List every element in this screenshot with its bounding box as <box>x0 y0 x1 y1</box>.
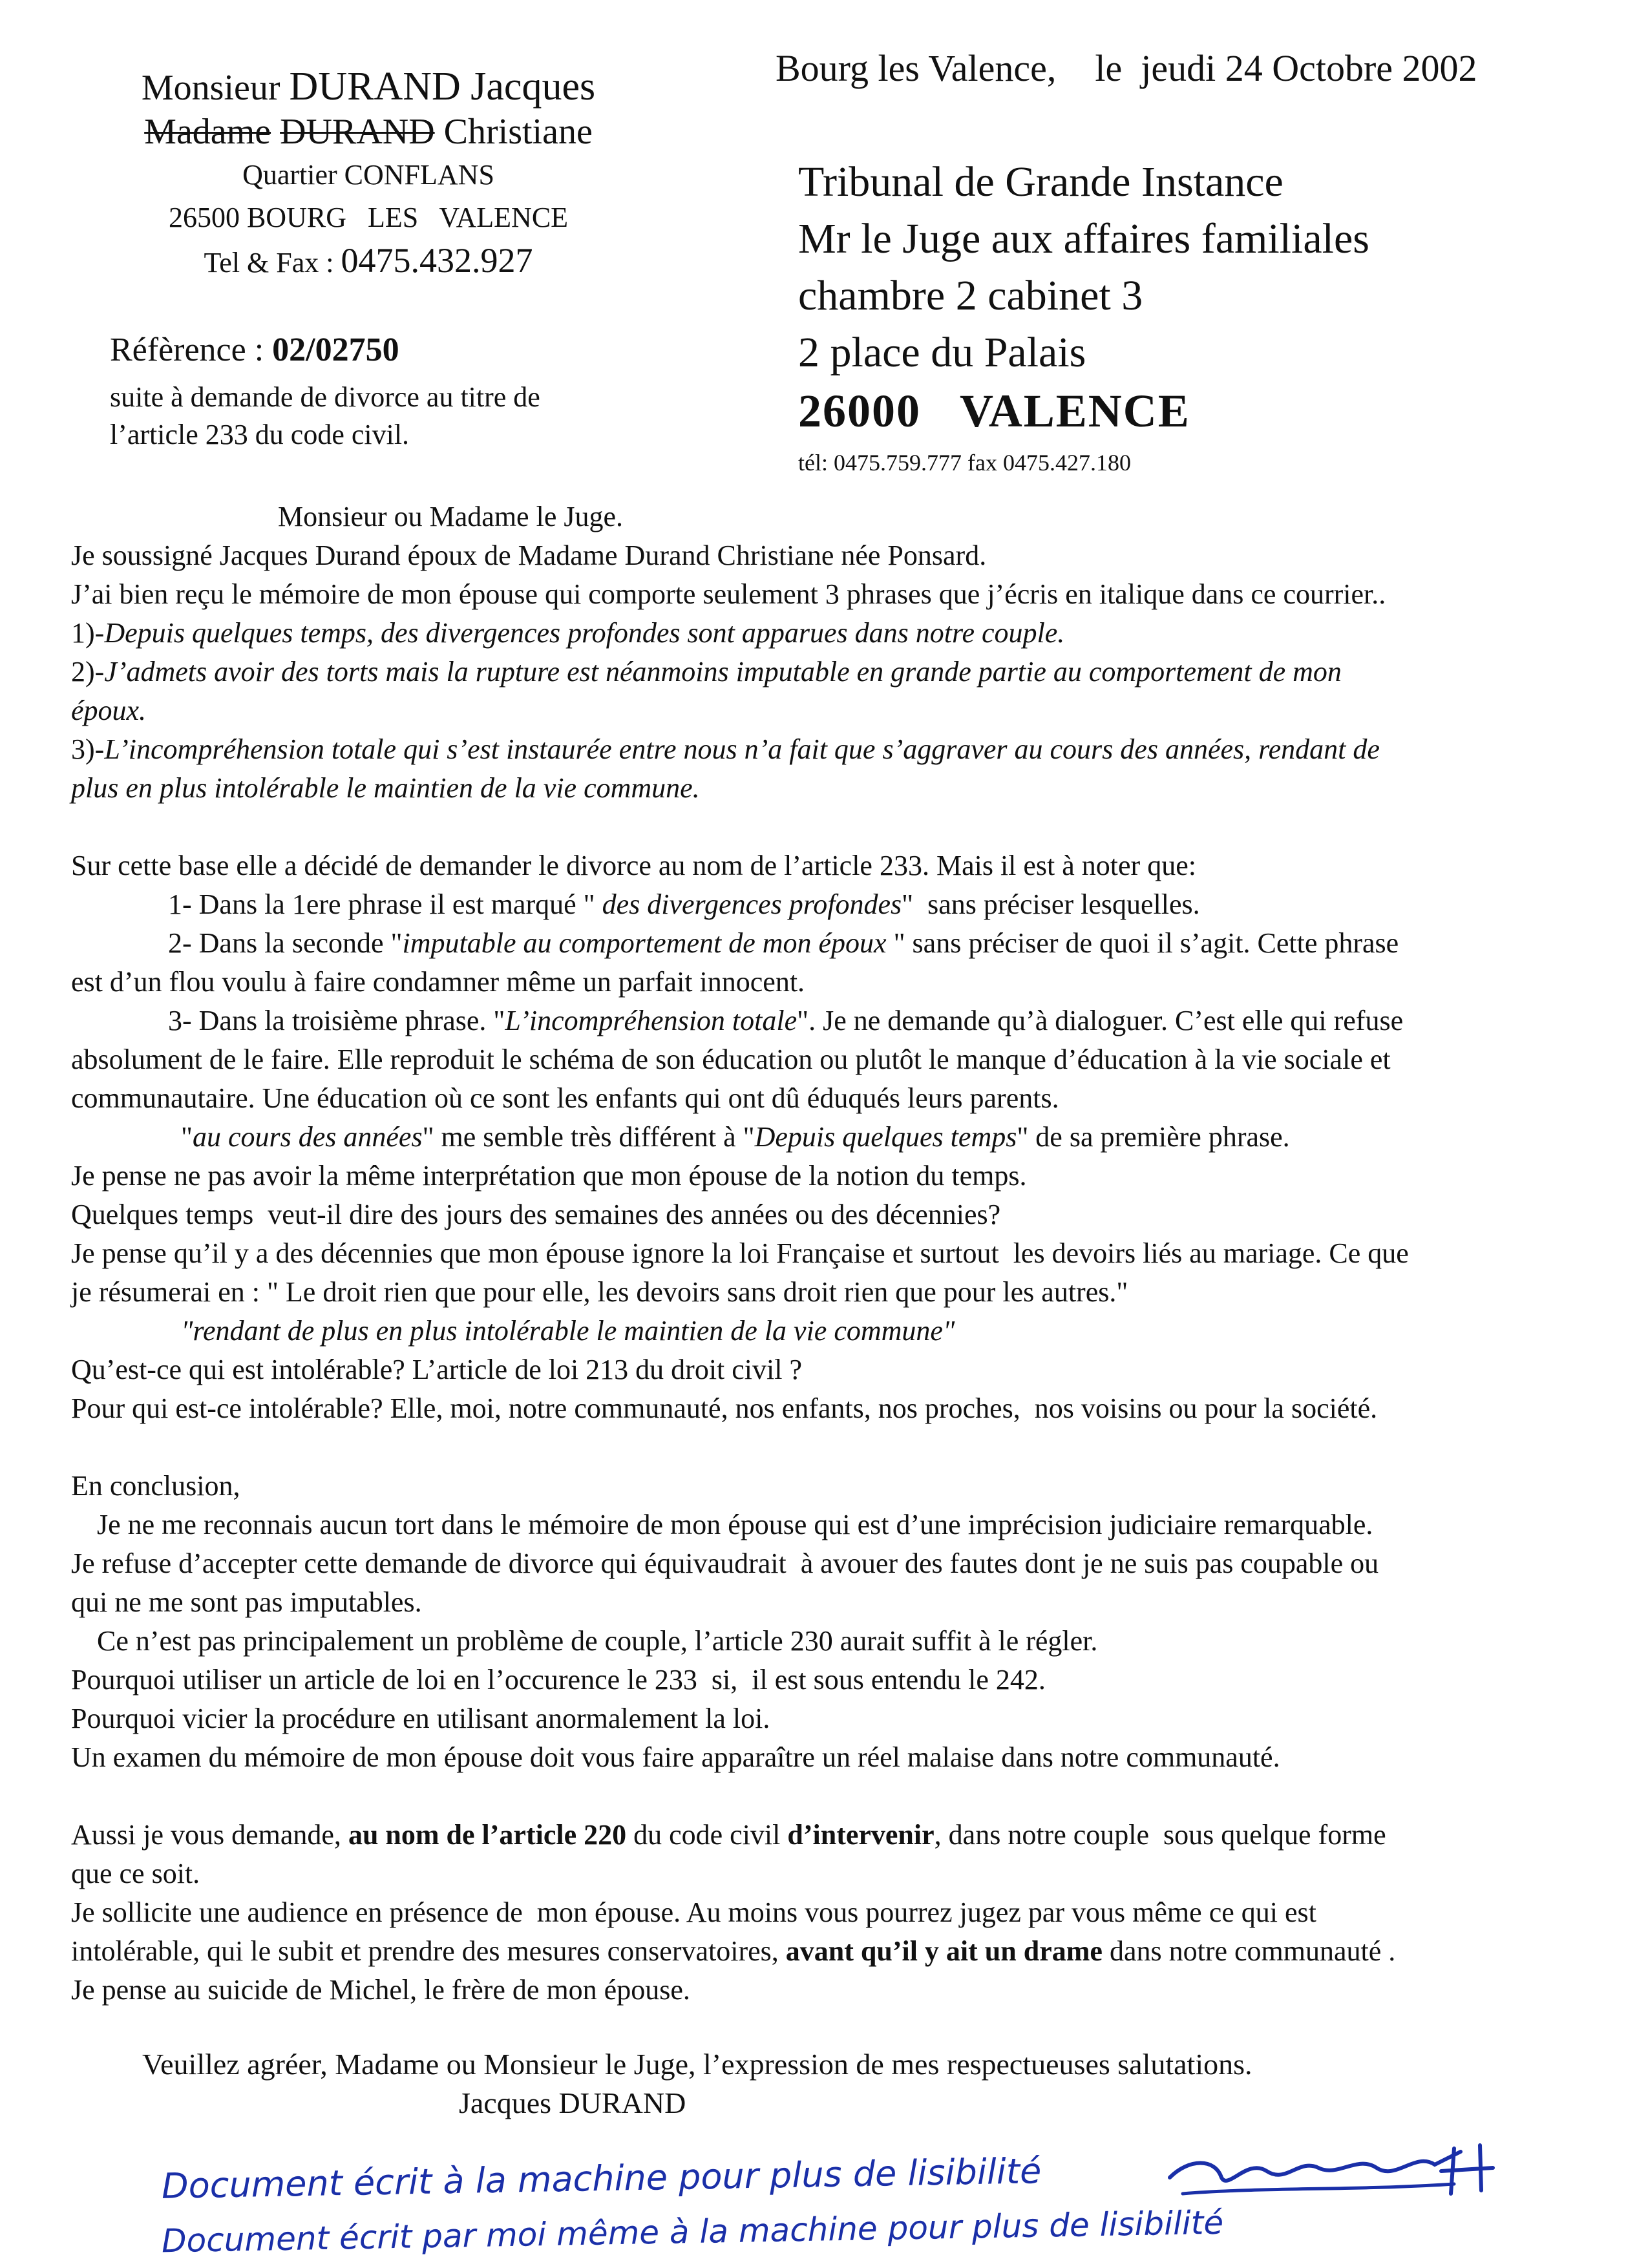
sender-address1: Quartier CONFLANS <box>242 159 494 191</box>
reference-number: 02/02750 <box>272 331 399 368</box>
paragraph: Pourquoi utiliser un article de loi en l’occurence le 233 si, il est sous entendu le 242. <box>71 1664 1046 1696</box>
request-paragraph-cont: que ce soit. <box>71 1858 200 1889</box>
recipient-line3: chambre 2 cabinet 3 <box>798 272 1143 319</box>
quote-repeat: "rendant de plus en plus intolérable le maintien de la vie commune" <box>181 1315 955 1347</box>
recipient-block <box>798 154 1369 482</box>
paragraph: Pour qui est-ce intolérable? Elle, moi, notre communauté, nos enfants, nos proches, nos voisins ou pour la société. <box>71 1392 1378 1424</box>
paragraph: Qu’est-ce qui est intolérable? L’article de loi 213 du droit civil ? <box>71 1354 803 1385</box>
recipient-city: 26000 VALENCE <box>798 385 1190 437</box>
sender-name-line2: Madame DURAND Christiane <box>144 112 593 152</box>
point-2-cont: est d’un flou voulu à faire condamner même un parfait innocent. <box>71 966 805 998</box>
paragraph: Je refuse d’accepter cette demande de divorce qui équivaudrait à avouer des fautes dont je ne suis pas coupable ou <box>71 1548 1379 1579</box>
quote-1: 1)-Depuis quelques temps, des divergences profondes sont apparues dans notre couple. <box>71 617 1065 649</box>
sender-block <box>110 65 627 284</box>
reference-line: Réfèrence : 02/02750 <box>110 331 399 368</box>
paragraph: Je pense au suicide de Michel, le frère de mon épouse. <box>71 1974 690 2006</box>
request-paragraph: Aussi je vous demande, au nom de l’article 220 du code civil d’intervenir, dans notre couple sous quelque forme <box>71 1819 1386 1851</box>
letter-body <box>71 498 1616 2010</box>
paragraph: Je ne me reconnais aucun tort dans le mémoire de mon épouse qui est d’une imprécision judiciaire remarquable. <box>97 1509 1373 1540</box>
recipient-line1: Tribunal de Grande Instance <box>798 158 1284 205</box>
date-line: Bourg les Valence, le jeudi 24 Octobre 2002 <box>776 47 1477 89</box>
point-2: 2- Dans la seconde "imputable au comportement de mon époux " sans préciser de quoi il s’agit. Cette phrase <box>168 927 1399 959</box>
signature-scribble <box>1163 2132 1474 2210</box>
recipient-line4: 2 place du Palais <box>798 329 1086 376</box>
paragraph: Je soussigné Jacques Durand époux de Madame Durand Christiane née Ponsard. <box>71 540 987 571</box>
point-3-cont: absolument de le faire. Elle reproduit le schéma de son éducation ou plutôt le manque d’éducation à la vie sociale et <box>71 1044 1391 1075</box>
signatory-name: Jacques DURAND <box>459 2086 686 2119</box>
paragraph: Pourquoi vicier la procédure en utilisant anormalement la loi. <box>71 1703 770 1734</box>
conclusion-heading: En conclusion, <box>71 1470 240 1502</box>
handwritten-note-2: Document écrit par moi même à la machine pour plus de lisibilité <box>161 2203 1224 2260</box>
quote-3-cont: plus en plus intolérable le maintien de la vie commune. <box>71 772 700 804</box>
closing-formula: Veuillez agréer, Madame ou Monsieur le Juge, l’expression de mes respectueuses salutations. <box>142 2048 1252 2081</box>
point-4: "au cours des années" me semble très différent à "Depuis quelques temps" de sa première phrase. <box>181 1121 1290 1153</box>
recipient-contact: tél: 0475.759.777 fax 0475.427.180 <box>798 450 1131 476</box>
paragraph: Je pense qu’il y a des décennies que mon épouse ignore la loi Française et surtout les devoirs liés au mariage. Ce que <box>71 1237 1409 1269</box>
paragraph: Sur cette base elle a décidé de demander le divorce au nom de l’article 233. Mais il est à noter que: <box>71 850 1196 881</box>
quote-2: 2)-J’admets avoir des torts mais la rupture est néanmoins imputable en grande partie au comportement de mon <box>71 656 1342 688</box>
sender-address2: 26500 BOURG LES VALENCE <box>168 202 569 233</box>
handwritten-note-1: Document écrit à la machine pour plus de lisibilité <box>161 2150 1042 2207</box>
quote-2-cont: époux. <box>71 695 147 726</box>
paragraph: intolérable, qui le subit et prendre des mesures conservatoires, avant qu’il y ait un drame dans notre communauté . <box>71 1935 1396 1967</box>
recipient-line2: Mr le Juge aux affaires familiales <box>798 215 1369 262</box>
paragraph: Un examen du mémoire de mon épouse doit vous faire apparaître un réel malaise dans notre communauté. <box>71 1741 1280 1773</box>
point-1: 1- Dans la 1ere phrase il est marqué " des divergences profondes" sans préciser lesquelles. <box>168 888 1200 920</box>
sender-phone: Tel & Fax : 0475.432.927 <box>204 241 533 280</box>
quote-3: 3)-L’incompréhension totale qui s’est instaurée entre nous n’a fait que s’aggraver au cours des années, rendant de <box>71 733 1380 765</box>
paragraph: Ce n’est pas principalement un problème de couple, l’article 230 aurait suffit à le régler. <box>97 1625 1098 1657</box>
paragraph: Je sollicite une audience en présence de mon épouse. Au moins vous pourrez jugez par vous même ce qui est <box>71 1896 1316 1928</box>
initial-mark <box>1435 2139 1499 2203</box>
paragraph: J’ai bien reçu le mémoire de mon épouse qui comporte seulement 3 phrases que j’écris en italique dans ce courrier.. <box>71 578 1386 610</box>
paragraph: qui ne me sont pas imputables. <box>71 1586 422 1618</box>
paragraph: je résumerai en : " Le droit rien que pour elle, les devoirs sans droit rien que pour les autres." <box>71 1276 1128 1308</box>
point-3: 3- Dans la troisième phrase. "L’incompréhension totale". Je ne demande qu’à dialoguer. C’est elle qui refuse <box>168 1005 1404 1036</box>
point-3-cont: communautaire. Une éducation où ce sont les enfants qui ont dû éduqués leurs parents. <box>71 1082 1059 1114</box>
paragraph: Quelques temps veut-il dire des jours des semaines des années ou des décennies? <box>71 1199 1001 1230</box>
paragraph: Je pense ne pas avoir la même interprétation que mon épouse de la notion du temps. <box>71 1160 1027 1192</box>
sender-name-line1: Monsieur DURAND Jacques <box>141 65 596 109</box>
reference-note: suite à demande de divorce au titre de l’article 233 du code civil. <box>110 381 540 450</box>
salutation: Monsieur ou Madame le Juge. <box>278 501 623 532</box>
